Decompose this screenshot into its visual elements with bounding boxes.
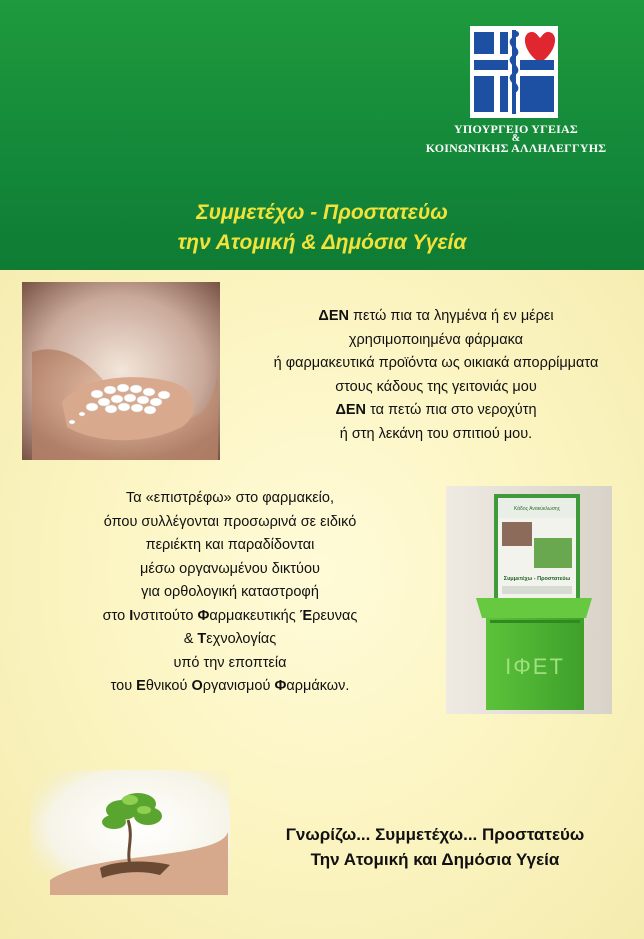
hands-pills-image — [22, 282, 220, 460]
bin-label: ΙΦΕΤ — [505, 654, 565, 679]
s2l7-t: Τ — [197, 631, 207, 647]
s2l9-a: θνικού — [145, 678, 192, 694]
section1-line6: ή στη λεκάνη του σπιτιού μου. — [339, 425, 533, 442]
section1-line1 — [228, 305, 644, 329]
section2-line4: μέσω οργανωμένου δικτύου — [140, 560, 320, 577]
closing-line2: Την Ατομική και Δημόσια Υγεία — [310, 850, 560, 869]
s2l9-f: Φ — [274, 678, 287, 694]
ministry-logo — [470, 26, 558, 118]
svg-text:Κάδος Ανακύκλωσης: Κάδος Ανακύκλωσης — [513, 506, 561, 512]
s2l6-f: Φ — [197, 607, 210, 624]
section1-line3: ή φαρμακευτικά προϊόντα ως οικιακά απορρίμματα — [273, 355, 599, 371]
section2-line2: όπου συλλέγονται προσωρινά σε ειδικό — [103, 513, 357, 530]
section1-line4: στους κάδους της γειτονιάς μου — [335, 378, 537, 395]
s2l6-pre: στο — [102, 607, 130, 624]
closing-text — [240, 822, 630, 872]
ministry-ampersand: & — [511, 133, 521, 144]
poster-title: Συμμετέχω - Προστατεύω — [503, 576, 571, 582]
section1-line5-bold: ΔΕΝ — [335, 402, 367, 418]
section2-line1: Τα «επιστρέφω» στο φαρμακείο, — [126, 490, 334, 506]
section2-line7 — [40, 628, 420, 652]
hands-with-pills-photo — [22, 282, 220, 460]
ministry-name — [400, 124, 632, 154]
seedling-image — [30, 770, 230, 895]
ministry-line1: ΥΠΟΥΡΓΕΙΟ ΥΓΕΙΑΣ — [454, 122, 578, 136]
section2-line9 — [40, 675, 420, 699]
s2l9-c: αρμάκων. — [286, 678, 350, 694]
section1-text — [228, 305, 644, 446]
section2-text — [40, 487, 420, 699]
section2-line8: υπό την εποπτεία — [173, 654, 287, 671]
s2l6-e: Έ — [299, 607, 313, 624]
s2l9-pre: του — [110, 678, 137, 694]
collection-bin-photo — [446, 486, 612, 714]
section1-line1-rest: πετώ πια τα ληγμένα ή εν μέρει — [349, 308, 554, 324]
collection-bin-image — [446, 486, 612, 714]
s2l6-i: Ι — [129, 607, 134, 624]
slogan-line2: την Ατομική & Δημόσια Υγεία — [177, 231, 467, 254]
seedling-hands-photo — [30, 770, 230, 895]
s2l7-rest: εχνολογίας — [206, 631, 277, 647]
section1-line1-bold: ΔΕΝ — [318, 308, 349, 324]
s2l6-a: νστιτούτο — [133, 607, 198, 624]
ministry-cross-icon — [470, 26, 558, 118]
section2-line3: περιέκτη και παραδίδονται — [145, 537, 315, 553]
s2l9-b: ργανισμού — [202, 678, 275, 694]
s2l6-c: ρευνας — [312, 607, 358, 624]
slogan-line1: Συμμετέχω - Προστατεύω — [196, 201, 448, 224]
slogan — [60, 198, 584, 258]
header-banner — [0, 0, 644, 270]
s2l9-e: Ε — [136, 678, 146, 694]
ministry-line2: ΚΟΙΝΩΝΙΚΗΣ ΑΛΛΗΛΕΓΓΥΗΣ — [425, 141, 607, 155]
section2-line5: για ορθολογική καταστροφή — [141, 584, 319, 600]
section1-line5-rest: τα πετώ πια στο νεροχύτη — [366, 402, 537, 418]
s2l7-amp: & — [183, 631, 198, 647]
section1-line2: χρησιμοποιημένα φάρμακα — [348, 331, 524, 348]
section2-line6 — [40, 605, 420, 629]
s2l9-o: Ο — [191, 678, 203, 694]
section1-line5 — [228, 399, 644, 423]
s2l6-b: αρμακευτικής — [209, 607, 300, 624]
closing-line1: Γνωρίζω... Συμμετέχω... Προστατεύω — [285, 825, 585, 844]
